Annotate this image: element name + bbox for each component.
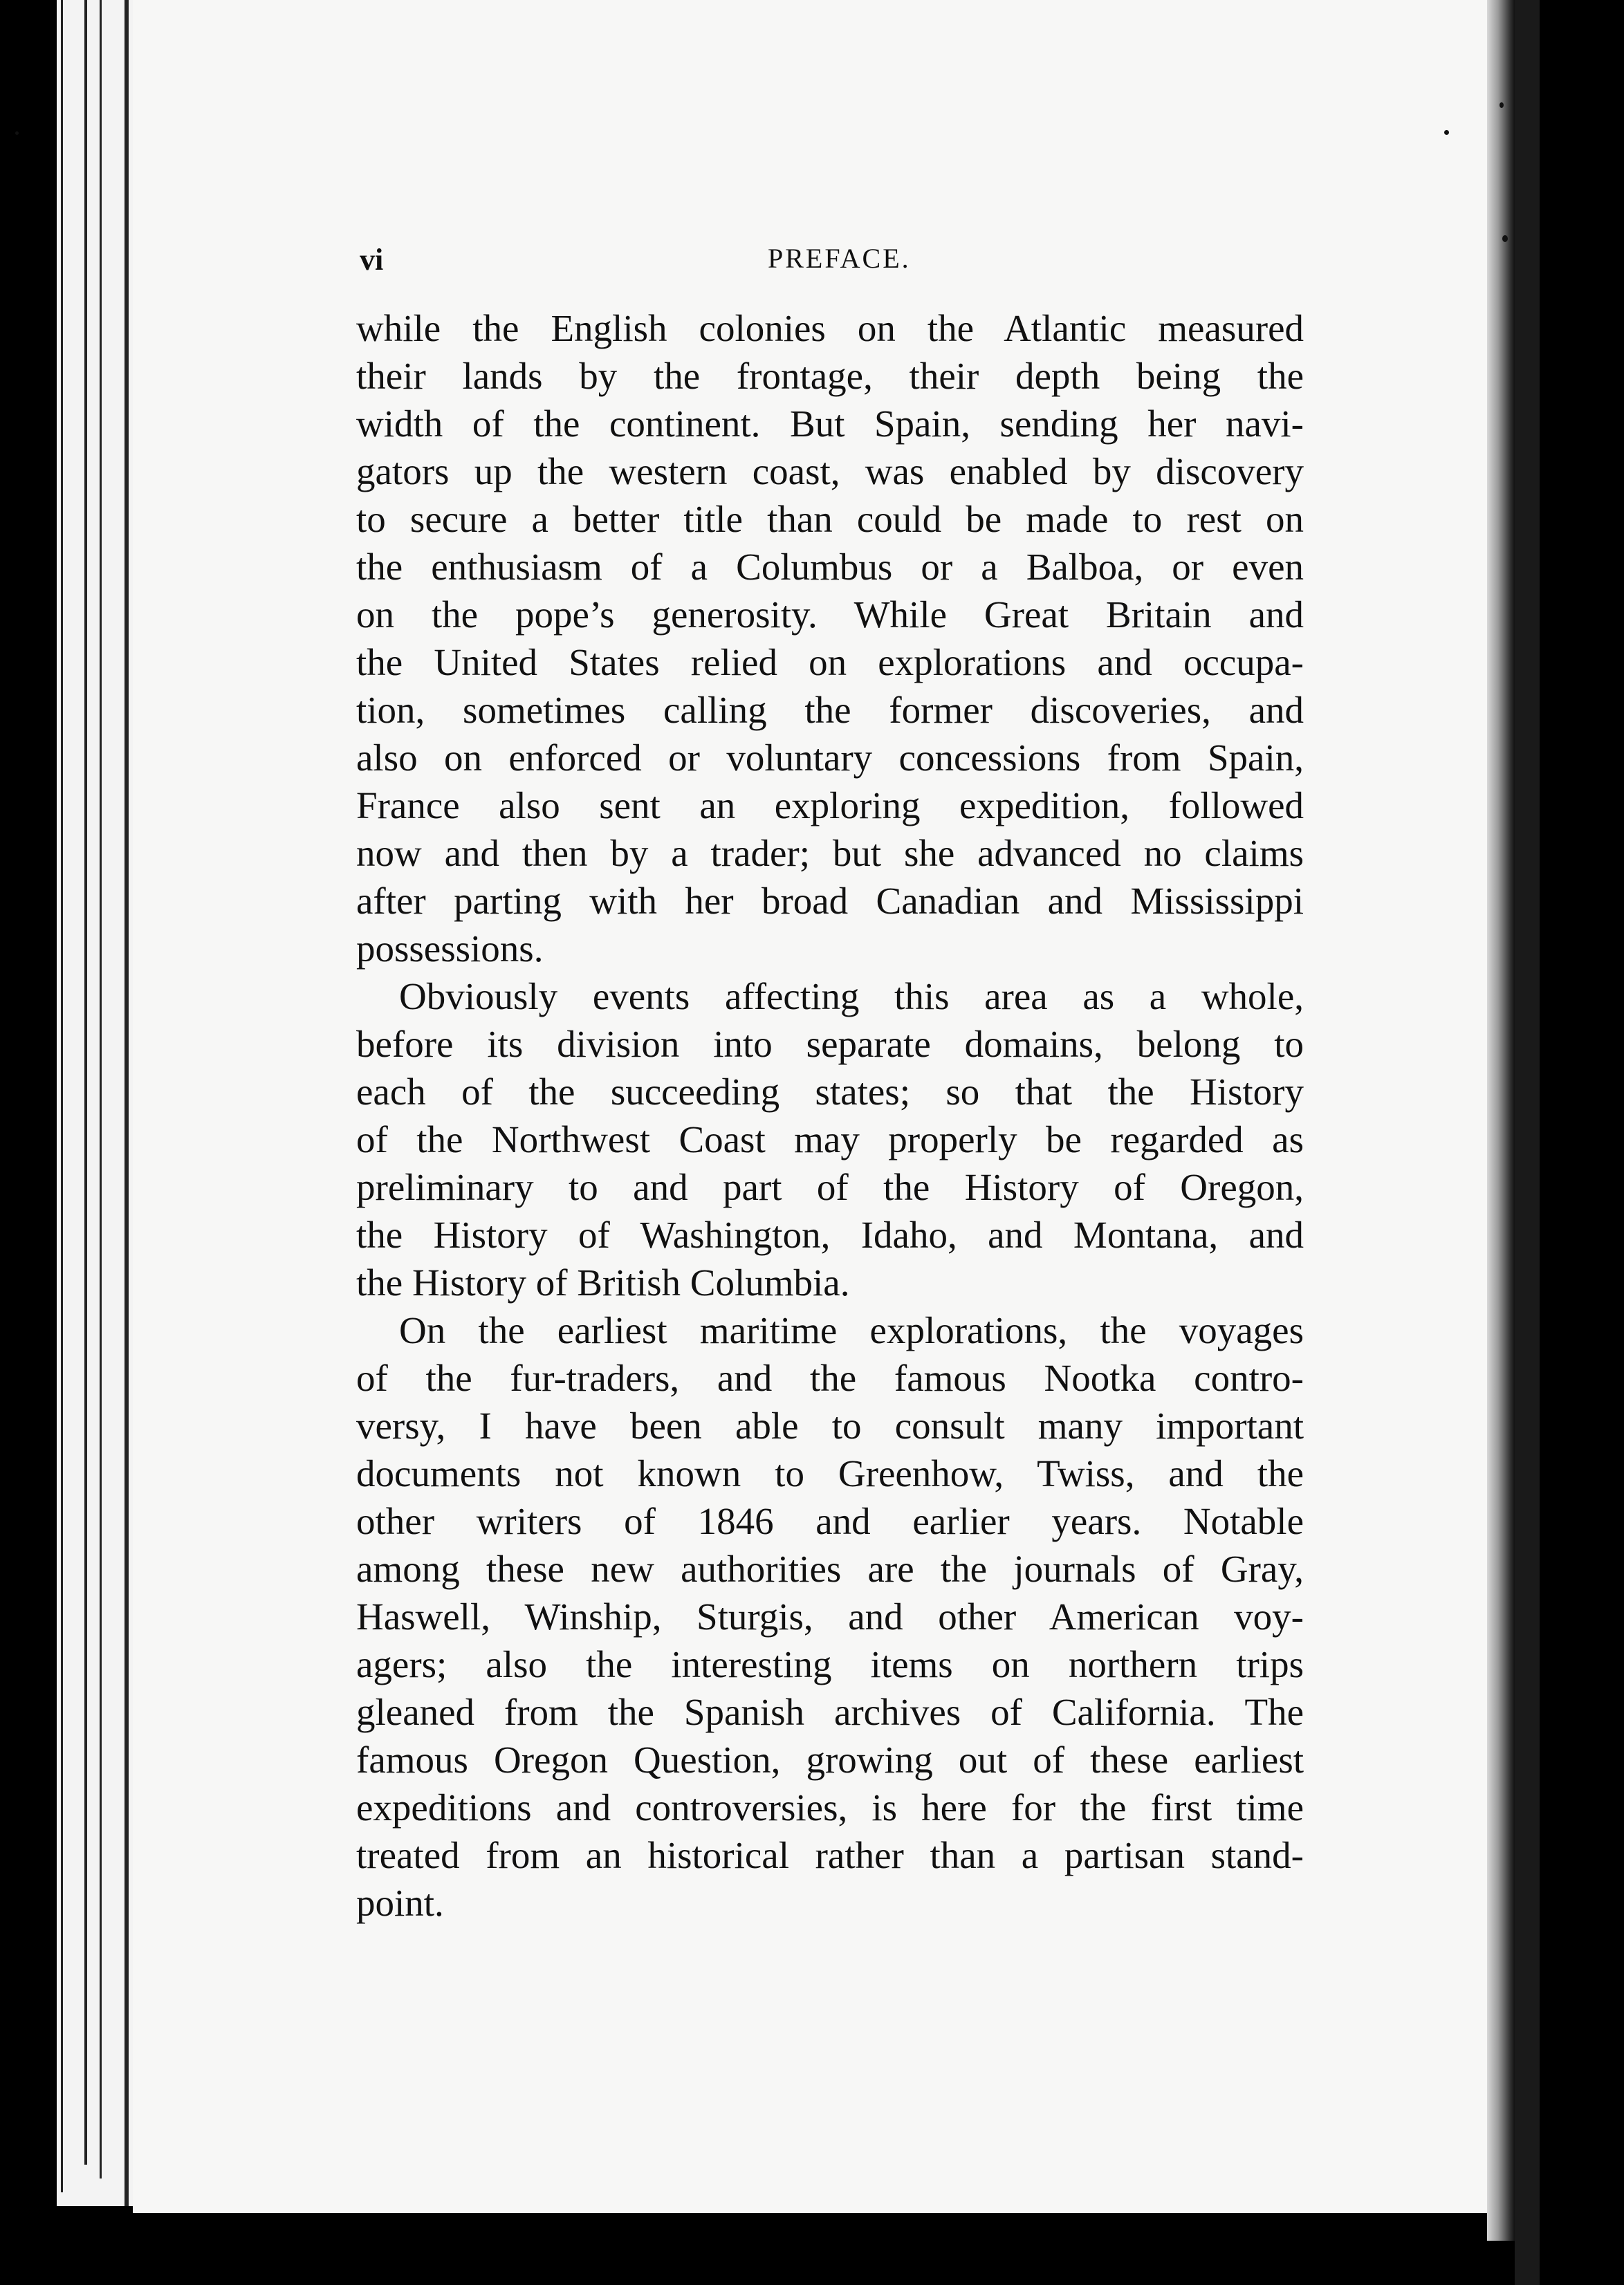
text-line: of the Northwest Coast may properly be regarded as <box>356 1118 1304 1160</box>
page-edge-line <box>100 0 102 2178</box>
page-edge-line <box>61 0 63 2192</box>
paragraph-1 <box>356 304 1304 972</box>
text-line: the United States relied on explorations and occupa- <box>356 641 1304 683</box>
text-line: treated from an historical rather than a partisan stand- <box>356 1834 1304 1876</box>
text-line: versy, I have been able to consult many important <box>356 1405 1304 1447</box>
text-line: the enthusiasm of a Columbus or a Balboa, or even <box>356 546 1304 588</box>
text-line: the History of British Columbia. <box>356 1261 850 1304</box>
running-head-title: PREFACE. <box>768 243 911 274</box>
text-line: each of the succeeding states; so that the History <box>356 1071 1304 1113</box>
page-number: vi <box>360 243 384 277</box>
text-line: famous Oregon Question, growing out of these earliest <box>356 1739 1304 1781</box>
text-line: documents not known to Greenhow, Twiss, and the <box>356 1452 1304 1495</box>
paragraph-3 <box>356 1306 1304 1927</box>
text-line: while the English colonies on the Atlantic measured <box>356 307 1304 349</box>
right-page-edge <box>1487 0 1515 2241</box>
text-line: their lands by the frontage, their depth being the <box>356 355 1304 397</box>
text-line: possessions. <box>356 927 544 970</box>
text-line: of the fur-traders, and the famous Nootka contro- <box>356 1357 1304 1399</box>
text-line: the History of Washington, Idaho, and Montana, and <box>356 1214 1304 1256</box>
left-page-edges <box>57 0 133 2206</box>
text-line: expeditions and controversies, is here for the first time <box>356 1786 1304 1829</box>
text-line: also on enforced or voluntary concessions from Spain, <box>356 737 1304 779</box>
text-line: France also sent an exploring expedition, followed <box>356 784 1304 826</box>
text-line: width of the continent. But Spain, sending her navi- <box>356 403 1304 445</box>
running-head <box>360 242 1300 284</box>
text-line: Obviously events affecting this area as a whole, <box>399 975 1304 1017</box>
text-line: gators up the western coast, was enabled by discovery <box>356 450 1304 492</box>
text-line: Haswell, Winship, Sturgis, and other American voy- <box>356 1595 1304 1638</box>
text-line: on the pope’s generosity. While Great Britain and <box>356 593 1304 636</box>
text-line: now and then by a trader; but she advanced no claims <box>356 832 1304 874</box>
page-edge-line <box>84 0 87 2165</box>
text-line: other writers of 1846 and earlier years. Notable <box>356 1500 1304 1542</box>
page-edge-line <box>124 0 129 2206</box>
body-text <box>356 304 1304 1927</box>
binding-shadow <box>1515 0 1540 2285</box>
text-line: after parting with her broad Canadian and Mississippi <box>356 880 1304 922</box>
text-line: agers; also the interesting items on northern trips <box>356 1643 1304 1685</box>
text-line: before its division into separate domains, belong to <box>356 1023 1304 1065</box>
text-line: gleaned from the Spanish archives of California. The <box>356 1691 1304 1733</box>
paragraph-2 <box>356 972 1304 1306</box>
text-line: tion, sometimes calling the former discoveries, and <box>356 689 1304 731</box>
text-line: to secure a better title than could be made to rest on <box>356 498 1304 540</box>
text-line: preliminary to and part of the History of Oregon, <box>356 1166 1304 1208</box>
text-line: among these new authorities are the journals of Gray, <box>356 1548 1304 1590</box>
text-line: point. <box>356 1882 444 1924</box>
text-line: On the earliest maritime explorations, the voyages <box>399 1309 1304 1351</box>
